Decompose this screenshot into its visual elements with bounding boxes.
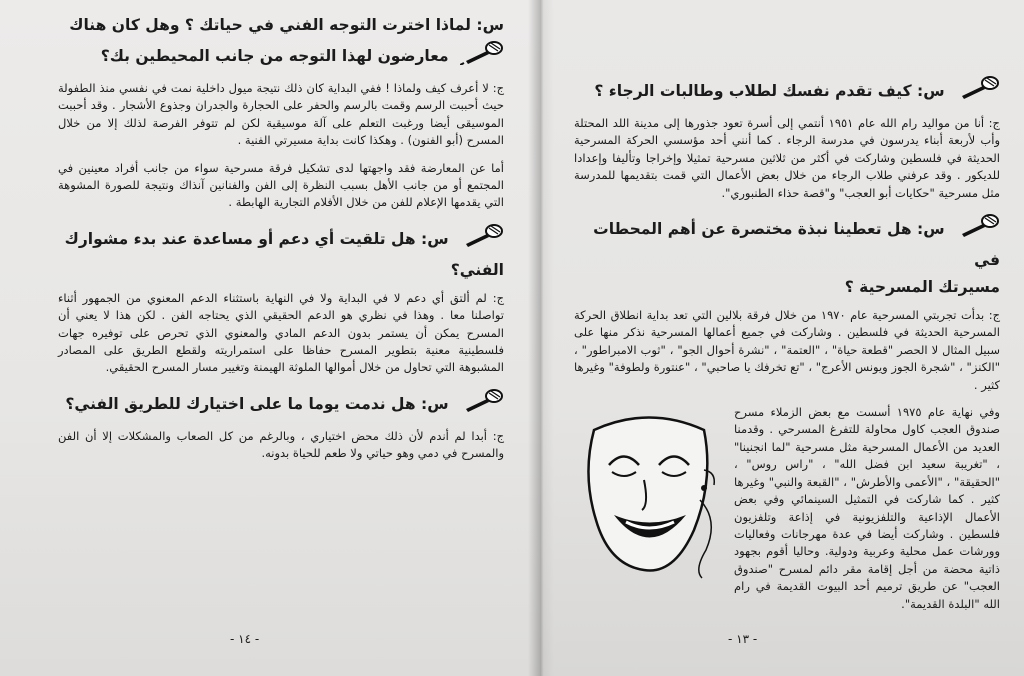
page-number: - ١٣ - — [728, 632, 758, 646]
question-text-line-2: مسيرتك المسرحية ؟ — [844, 278, 1000, 297]
page-number: - ١٤ - — [230, 632, 260, 646]
answer-1: ج: أنا من مواليد رام الله عام ١٩٥١ أنتمي إلى أسرة تعود جذورها إلى مدينة اللد المحتلة وأب لأربعة أبناء يدرسون في مدرسة الرجاء . كما أنني أحد مؤسسي الحركة المسرحية الحديثة في فلسطين وشاركت في أكثر من ثلاثين مسرحية تمثيلا وإخراجا وتأليفا وإعدادا للديكور . وقد عرفني طلاب الرجاء من خلال بعض الأعمال التي قمت بتقديمها للمدرسة مثل مسرحية "حكايات أبو العجب" و"قصة حذاء الطنبوري". — [574, 116, 1000, 200]
answer-2-paragraph-1: ج: بدأت تجربتي المسرحية عام ١٩٧٠ من خلال فرقة بلالين التي تعد بداية انطلاق الحركة المسرحية الحديثة في فلسطين . وشاركت في جميع أعمالها المسرحية نذكر منها على سبيل المثال لا الحصر "قطعة حياة" ، "العتمة" ، "نشرة أحوال الجو" ، "ثوب الامبراطور" ، "الكنز" ، "شجرة الجوز ويونس الأعرج" ، "تع تخرفك يا صاحبي" ، "عنتورة ولطوفة" وغيرها كثير . — [574, 308, 1001, 392]
question-text-line-1: هل ندمت يوما ما على اختيارك للطريق الفني؟ — [65, 394, 416, 413]
microphone-icon — [956, 212, 1000, 247]
answer-3: ج: أبدا لم أندم لأن ذلك محض اختياري ، وبالرغم من كل الصعاب والمشكلات إلا أن الفن والمسرح في دمي وهو حياتي ولا طعم للحياة بدونه. — [58, 428, 504, 461]
microphone-icon — [460, 39, 504, 74]
question-text-line-1: لماذا اخترت التوجه الفني في حياتك ؟ وهل كان هناك — [69, 16, 471, 34]
question-1 — [58, 12, 504, 74]
question-label: س: — [421, 394, 449, 413]
answer-2: ج: لم ألتق أي دعم لا في البداية ولا في النهاية باستثناء الدعم المعنوي من الجمهور أثناء تواصلنا معا . وهذا في نظري هو الدعم الحقيقي الذي يحتاجه الفن . لكن هذا لا يعني أن المسرح يمكن أن يستمر بدون الدعم المادي والمعنوي الذي تحرص على توفيره جهات فلسطينية معنية بتطوير المسرح حفاظا على استمراريته ولقطع الطريق على المصادر المشبوهة التي تحاول من خلال أموالها الملوثة الهيمنة وتغيير مسار المسرح الحقيقي. — [58, 290, 504, 375]
question-1 — [574, 74, 1000, 109]
question-2 — [574, 212, 1000, 301]
question-text-line-2: معارضون لهذا التوجه من جانب المحيطين بك؟ — [100, 47, 449, 65]
question-label: س: — [421, 229, 449, 248]
answer-1-paragraph-2: أما عن المعارضة فقد واجهتها لدى تشكيل فرقة مسرحية سواء من جانب أفراد معينين في المجتمع أو من جانب الأهل بسبب النظرة إلى الفن والفنانين آنذاك ونتيجة للصورة المشوهة التي يقدمها الإعلام للفن من خلال الأفلام التجارية الهابطة . — [58, 160, 504, 210]
microphone-icon — [460, 387, 504, 422]
microphone-icon — [956, 74, 1000, 109]
question-3 — [58, 387, 504, 422]
question-2 — [58, 222, 504, 284]
microphone-icon — [460, 222, 504, 257]
theater-mask-illustration — [574, 410, 724, 580]
answer-1-paragraph-1: ج: لا أعرف كيف ولماذا ! ففي البداية كان ذلك نتيجة ميول داخلية نمت في نفسي منذ الطفولة حيث أحببت الرسم وقمت بالرسم والحفر على الحجارة والجدران وجذوع الأشجار . وقد أحببت الموسيقى أيضا ورغبت التعلم على آلة موسيقية لكن لم تتوفر الفرصة لذلك إلا من خلال المسرح (أبو الفنون) . وهكذا كانت بداية مسيرتي الفنية . — [58, 81, 504, 148]
question-label: س: — [917, 82, 945, 100]
question-text-line-1: هل تلقيت أي دعم أو مساعدة عند بدء مشوارك — [64, 229, 416, 248]
answer-2-paragraph-2: وفي نهاية عام ١٩٧٥ أسست مع بعض الزملاء مسرح صندوق العجب كاول محاولة للتفرغ المسرحي . وقدمنا العديد من الأعمال المسرحية مثل مسرحية "لما انجنينا" ، "تغريبة سعيد ابن فضل الله" ، "راس روس" ، "الحقيقة" ، "الأعمى والأطرش" ، "القبعة والنبي" وغيرها كثير . كما شاركت في التمثيل السينمائي وفي بعض الأعمال الإذاعية والتلفزيونية في إذاعة وتلفزيون فلسطين . وشاركت أيضا في عدة مهرجانات وفعاليات وورشات عمل محلية وعربية ودولية. وحاليا أقوم بجهود ذاتية محضة من أجل إقامة مقر دائم لمسرح "صندوق العجب" عن طريق ترميم أحد البيوت القديمة في رام الله "البلدة القديمة". — [734, 405, 1000, 611]
page-13 — [540, 0, 1024, 676]
question-text-line-1: هل تعطينا نبذة مختصرة عن أهم المحطات في — [593, 220, 1000, 270]
question-text-line-2: الفني؟ — [450, 260, 504, 279]
question-label: س: — [476, 16, 504, 34]
question-text-line-1: كيف تقدم نفسك لطلاب وطالبات الرجاء ؟ — [594, 82, 912, 100]
question-label: س: — [917, 220, 945, 239]
